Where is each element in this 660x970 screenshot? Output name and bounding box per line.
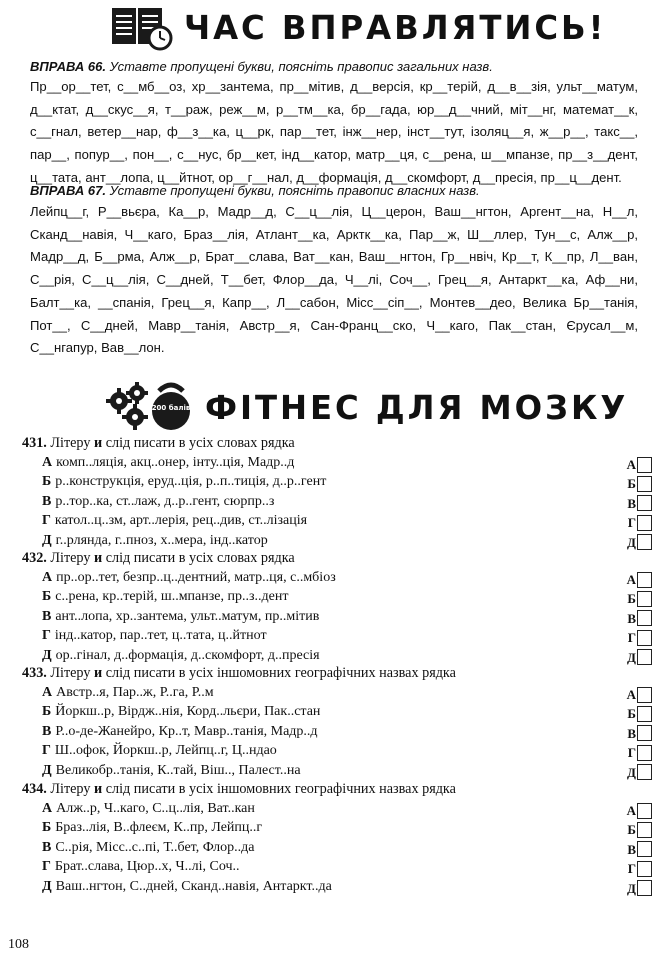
section-title: ФІТНЕС ДЛЯ МОЗКУ: [205, 387, 629, 427]
section-title: ЧАС ВПРАВЛЯТИСЬ!: [184, 7, 607, 47]
answer-option: [22, 818, 660, 837]
answer-letter: А: [626, 687, 636, 702]
option-letter: В: [42, 493, 52, 509]
option-text: С..рія, Місс..с..пі, Т..бет, Флор..да: [55, 839, 255, 855]
answer-checkbox[interactable]: [637, 745, 652, 761]
option-letter: Б: [42, 474, 52, 490]
answer-letter: Г: [627, 630, 636, 646]
question-433: [22, 663, 660, 780]
answer-option: [22, 857, 660, 876]
answer-checkbox[interactable]: [637, 476, 652, 492]
answer-option: [22, 799, 660, 818]
exercise-67-label: ВПРАВА 67.: [30, 183, 106, 198]
option-text: комп..ляція, акц..онер, інту..ція, Мадр..д: [56, 455, 295, 470]
kettlebell-label: 200 балів: [151, 404, 191, 412]
answer-checkbox[interactable]: [637, 515, 652, 531]
question-434: [22, 779, 660, 896]
fitness-banner: [105, 381, 637, 433]
prompt-letter: и: [93, 435, 103, 451]
answer-option: [22, 472, 660, 491]
answer-checkbox[interactable]: [637, 725, 652, 741]
answer-letter: В: [627, 495, 636, 511]
option-letter: Б: [42, 589, 52, 605]
prompt-text: слід писати в усіх іншомовних географічних назвах рядка: [102, 781, 456, 797]
answer-checkbox[interactable]: [637, 861, 652, 877]
answer-letter: В: [627, 841, 636, 857]
answer-letter: А: [626, 803, 636, 818]
option-text: Р..о-де-Жанейро, Кр..т, Мавр..танія, Мадр..д: [55, 723, 318, 739]
answer-option: [22, 877, 660, 896]
option-text: інд..катор, пар..тет, ц..тата, ц..йтнот: [54, 628, 267, 644]
option-letter: Д: [42, 762, 52, 778]
answer-letter: Б: [627, 476, 636, 492]
prompt-text: слід писати в усіх іншомовних географічних назвах рядка: [102, 665, 456, 681]
option-text: Великобр..танія, К..тай, Віш.., Палест..на: [55, 762, 301, 778]
prompt-text: слід писати в усіх словах рядка: [102, 435, 295, 451]
answer-option: [22, 702, 660, 721]
answer-checkbox[interactable]: [637, 457, 652, 473]
option-letter: Г: [42, 859, 51, 875]
answer-checkbox[interactable]: [637, 610, 652, 626]
answer-letter: Г: [627, 515, 636, 531]
option-letter: А: [42, 685, 53, 700]
answer-letter: Б: [627, 706, 636, 722]
option-text: Алж..р, Ч..каго, С..ц..лія, Ват..кан: [56, 801, 255, 816]
answer-letter: Д: [627, 534, 636, 550]
answer-letter: Г: [627, 861, 636, 877]
option-letter: В: [42, 723, 52, 739]
option-text: катол..ц..зм, арт..лерія, рец..див, ст..лізація: [54, 513, 308, 529]
prompt-text: Літеру: [50, 665, 94, 681]
answer-option: [22, 683, 660, 702]
answer-option: [22, 607, 660, 626]
answer-checkbox[interactable]: [637, 572, 652, 588]
page-number: 108: [8, 937, 29, 952]
option-text: Ш..офок, Йоркш..р, Лейпц..г, Ц..ндао: [54, 743, 277, 759]
answer-letter: В: [627, 610, 636, 626]
question-number: 432.: [22, 550, 47, 566]
option-text: Браз..лія, В..флеєм, К..пр, Лейпц..г: [55, 820, 263, 836]
answer-letter: А: [626, 572, 636, 587]
answer-checkbox[interactable]: [637, 495, 652, 511]
answer-checkbox[interactable]: [637, 687, 652, 703]
option-text: пр..ор..тет, безпр..ц..дентний, матр..ця, с..мбіоз: [56, 570, 336, 585]
answer-option: [22, 587, 660, 606]
question-prompt: [22, 663, 660, 683]
question-prompt: [22, 433, 660, 453]
option-text: Ваш..нгтон, С..дней, Сканд..навія, Антаркт..да: [55, 878, 332, 894]
question-432: [22, 548, 660, 665]
prompt-letter: и: [93, 665, 103, 681]
option-letter: Г: [42, 628, 51, 644]
question-number: 434.: [22, 781, 47, 797]
answer-letter: Д: [627, 764, 636, 780]
option-letter: А: [42, 455, 53, 470]
answer-checkbox[interactable]: [637, 630, 652, 646]
option-text: ант..лопа, хр..зантема, ульт..матум, пр..мітив: [55, 608, 320, 624]
option-letter: А: [42, 801, 53, 816]
option-letter: Б: [42, 704, 52, 720]
book-clock-icon: [108, 2, 174, 52]
answer-checkbox[interactable]: [637, 822, 652, 838]
answer-checkbox[interactable]: [637, 764, 652, 780]
answer-option: [22, 511, 660, 530]
option-text: р..тор..ка, ст..лаж, д..р..гент, сюрпр..з: [55, 493, 275, 509]
option-letter: В: [42, 608, 52, 624]
exercise-66-task: Уставте пропущені букви, поясніть правопис загальних назв.: [109, 59, 493, 74]
option-letter: Б: [42, 820, 52, 836]
answer-option: [22, 568, 660, 587]
answer-checkbox[interactable]: [637, 591, 652, 607]
option-letter: Г: [42, 743, 51, 759]
option-text: р..конструкція, еруд..ція, р..п..тиція, д..р..гент: [55, 474, 327, 490]
answer-letter: В: [627, 725, 636, 741]
option-text: Брат..слава, Цюр..х, Ч..лі, Соч..: [54, 859, 240, 875]
option-letter: Д: [42, 532, 52, 548]
answer-option: [22, 453, 660, 472]
prompt-text: Літеру: [50, 781, 94, 797]
prompt-letter: и: [93, 781, 103, 797]
exercise-67-heading: [30, 183, 480, 198]
gears-kettlebell-icon: [105, 381, 195, 433]
answer-letter: Г: [627, 745, 636, 761]
question-number: 431.: [22, 435, 47, 451]
answer-checkbox[interactable]: [637, 880, 652, 896]
answer-option: [22, 492, 660, 511]
option-text: Австр..я, Пар..ж, Р..га, Р..м: [56, 685, 214, 700]
exercise-67-text: Лейпц__г, Р__вьєра, Ка__р, Мадр__д, С__ц__лія, Ц__церон, Ваш__нгтон, Аргент__на, Н__л, Сканд__навія, Ч__каго, Браз__лія, Атлант__ка, Арктк__ка, Пар__ж, Ш__ллер, Тун__с, Алж__р, Мадр__д, Б__рма, Алж__р, Брат__слава, Ват__кан, Ваш__нгтон, Гр__нвіч, Кр__т, К__пр, Л__ван, С__рія, С__ц__лія, С__дней, Т__бет, Флор__да, Ч__лі, Соч__, Грец__я, Антаркт__ка, Аф__ни, Балт__ка, __спанія, Грец__я, Капр__, Л__сабон, Місс__сіп__, Монтев__део, Велика Бр__танія, Пот__, С__дней, Мавр__танія, Австр__я, Сан-Франц__ско, Ч__каго, Пак__стан, Єрусал__м, С__нгапур, Вав__лон.: [30, 204, 638, 356]
answer-letter: Б: [627, 822, 636, 838]
prompt-text: Літеру: [50, 550, 94, 566]
question-431: [22, 433, 660, 550]
answer-option: [22, 838, 660, 857]
question-prompt: [22, 779, 660, 799]
option-text: ор..гінал, д..формація, д..скомфорт, д..пресія: [55, 647, 320, 663]
prompt-text: слід писати в усіх словах рядка: [102, 550, 295, 566]
exercise-66-heading: [30, 59, 493, 74]
exercise-banner: [108, 2, 615, 52]
answer-letter: Д: [627, 880, 636, 896]
option-letter: А: [42, 570, 53, 585]
prompt-text: Літеру: [50, 435, 94, 451]
option-letter: В: [42, 839, 52, 855]
option-letter: Д: [42, 647, 52, 663]
answer-option: [22, 626, 660, 645]
answer-letter: Б: [627, 591, 636, 607]
exercise-66-text: Пр__ор__тет, с__мб__оз, хр__зантема, пр__мітив, д__версія, кр__терій, д__в__зія, ульт__матум, д__ктат, д__скус__я, т__раж, реж__м, р__тм__ка, бр__гада, юр__д__чний, міт__нг, математ__к, с__гнал, ветер__нар, ф__з__ка, ц__рк, пар__тет, інж__нер, інст__тут, ізоляц__я, ж__р__, такс__, пар__, попур__, пон__, с__нус, бр__кет, інд__катор, матр__ця, с__рена, ш__мпанзе, пр__з__дент, ц__тата, ант__лопа, ц__йтнот, ор__г__нал, д__формація, д__скомфорт, д__пресія, пр__ц__дент.: [30, 79, 638, 185]
answer-checkbox[interactable]: [637, 841, 652, 857]
option-letter: Д: [42, 878, 52, 894]
answer-option: [22, 722, 660, 741]
option-letter: Г: [42, 513, 51, 529]
question-prompt: [22, 548, 660, 568]
answer-letter: А: [626, 457, 636, 472]
exercise-66-label: ВПРАВА 66.: [30, 59, 106, 74]
answer-option: [22, 741, 660, 760]
option-text: с..рена, кр..терій, ш..мпанзе, пр..з..дент: [55, 589, 289, 605]
prompt-letter: и: [93, 550, 103, 566]
answer-letter: Д: [627, 649, 636, 665]
option-text: г..рлянда, г..пноз, х..мера, інд..катор: [55, 532, 268, 548]
question-number: 433.: [22, 665, 47, 681]
option-text: Йоркш..р, Вірдж..нія, Корд..льєри, Пак..стан: [55, 704, 321, 720]
answer-checkbox[interactable]: [637, 803, 652, 819]
answer-checkbox[interactable]: [637, 706, 652, 722]
answer-option: [22, 761, 660, 780]
answer-slot: [627, 879, 652, 898]
exercise-67-task: Уставте пропущені букви, поясніть правопис власних назв.: [109, 183, 480, 198]
